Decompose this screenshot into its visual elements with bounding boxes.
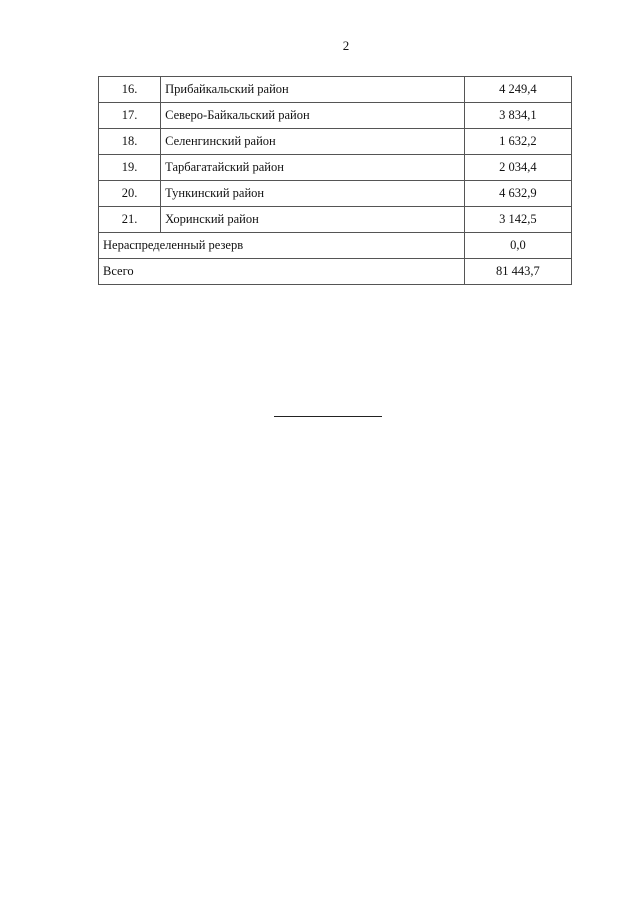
table-row [99,103,572,129]
table-row [99,207,572,233]
amount-value: 4 249,4 [464,77,571,103]
table-row [99,181,572,207]
district-name: Селенгинский район [161,129,465,155]
reserve-label: Нераспределенный резерв [99,233,465,259]
budget-table [98,76,572,285]
total-label: Всего [99,259,465,285]
district-name: Тарбагатайский район [161,155,465,181]
total-value: 81 443,7 [464,259,571,285]
row-number: 17. [99,103,161,129]
total-row [99,259,572,285]
table-row [99,155,572,181]
amount-value: 4 632,9 [464,181,571,207]
table-row [99,77,572,103]
district-name: Тункинский район [161,181,465,207]
district-name: Хоринский район [161,207,465,233]
district-name: Северо-Байкальский район [161,103,465,129]
row-number: 16. [99,77,161,103]
table-row [99,129,572,155]
reserve-row [99,233,572,259]
amount-value: 2 034,4 [464,155,571,181]
amount-value: 1 632,2 [464,129,571,155]
row-number: 20. [99,181,161,207]
row-number: 18. [99,129,161,155]
closing-divider [274,416,382,417]
district-name: Прибайкальский район [161,77,465,103]
amount-value: 3 142,5 [464,207,571,233]
amount-value: 3 834,1 [464,103,571,129]
reserve-value: 0,0 [464,233,571,259]
row-number: 19. [99,155,161,181]
page-number: 2 [342,38,350,53]
row-number: 21. [99,207,161,233]
